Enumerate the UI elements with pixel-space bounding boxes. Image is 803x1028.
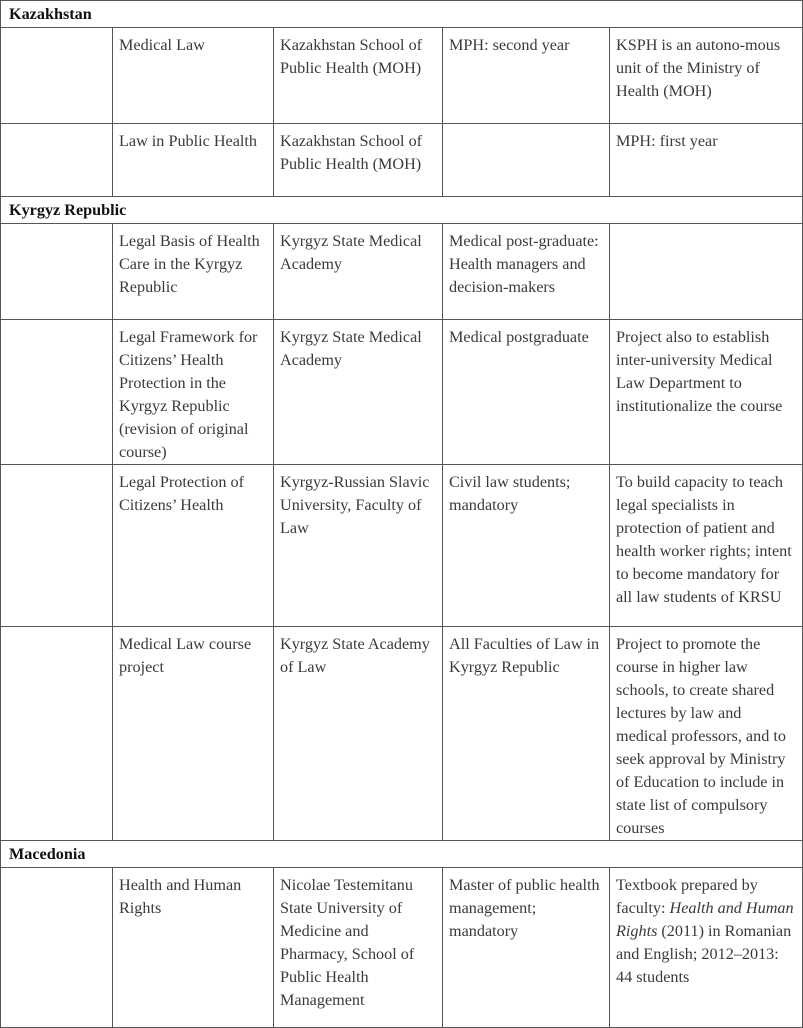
institution-cell: Nicolae Testemitanu State University of Medicine and Pharmacy, School of Public Health Management: [274, 868, 443, 1028]
institution-cell: Kyrgyz State Medical Academy: [274, 224, 443, 320]
table-row: [1, 124, 803, 197]
country-name: Kyrgyz Republic: [1, 197, 803, 224]
blank-cell: [1, 868, 113, 1028]
country-header-row: [1, 841, 803, 868]
institution-cell: Kyrgyz State Academy of Law: [274, 627, 443, 841]
country-header-row: [1, 197, 803, 224]
table-row: [1, 224, 803, 320]
book-title: Health and Human Rights: [616, 899, 794, 940]
course-cell: Law in Public Health: [113, 124, 274, 197]
course-cell: Health and Human Rights: [113, 868, 274, 1028]
table-row: [1, 868, 803, 1028]
table-row: [1, 28, 803, 124]
audience-cell: [443, 124, 610, 197]
notes-cell: KSPH is an autono-mous unit of the Ministry of Health (MOH): [610, 28, 803, 124]
blank-cell: [1, 224, 113, 320]
course-cell: Legal Basis of Health Care in the Kyrgyz Republic: [113, 224, 274, 320]
notes-cell: Project to promote the course in higher law schools, to create shared lectures by law and medical professors, and to seek approval by Ministry of Education to include in state list of compulsory courses: [610, 627, 803, 841]
course-cell: Medical Law: [113, 28, 274, 124]
institution-cell: Kyrgyz State Medical Academy: [274, 320, 443, 465]
institution-cell: Kazakhstan School of Public Health (MOH): [274, 124, 443, 197]
country-name: Kazakhstan: [1, 1, 803, 28]
audience-cell: Medical postgraduate: [443, 320, 610, 465]
country-name: Macedonia: [1, 841, 803, 868]
table-row: [1, 465, 803, 627]
notes-cell: MPH: first year: [610, 124, 803, 197]
institution-cell: Kazakhstan School of Public Health (MOH): [274, 28, 443, 124]
course-cell: Legal Framework for Citizens’ Health Protection in the Kyrgyz Republic (revision of original course): [113, 320, 274, 465]
audience-cell: Medical post-graduate: Health managers and decision-makers: [443, 224, 610, 320]
audience-cell: MPH: second year: [443, 28, 610, 124]
audience-cell: All Faculties of Law in Kyrgyz Republic: [443, 627, 610, 841]
institution-cell: Kyrgyz-Russian Slavic University, Faculty of Law: [274, 465, 443, 627]
notes-cell: [610, 868, 803, 1028]
table-row: [1, 320, 803, 465]
notes-text-before: Textbook prepared by faculty:: [616, 876, 758, 917]
audience-cell: Master of public health management; mandatory: [443, 868, 610, 1028]
blank-cell: [1, 124, 113, 197]
blank-cell: [1, 28, 113, 124]
notes-cell: To build capacity to teach legal specialists in protection of patient and health worker rights; intent to become mandatory for all law students of KRSU: [610, 465, 803, 627]
notes-text-after: (2011) in Romanian and English; 2012–2013: 44 students: [616, 922, 792, 986]
table-row: [1, 627, 803, 841]
blank-cell: [1, 320, 113, 465]
country-header-row: [1, 1, 803, 28]
blank-cell: [1, 627, 113, 841]
blank-cell: [1, 465, 113, 627]
notes-cell: Project also to establish inter-university Medical Law Department to institutionalize the course: [610, 320, 803, 465]
course-cell: Legal Protection of Citizens’ Health: [113, 465, 274, 627]
audience-cell: Civil law students; mandatory: [443, 465, 610, 627]
course-cell: Medical Law course project: [113, 627, 274, 841]
notes-cell: [610, 224, 803, 320]
